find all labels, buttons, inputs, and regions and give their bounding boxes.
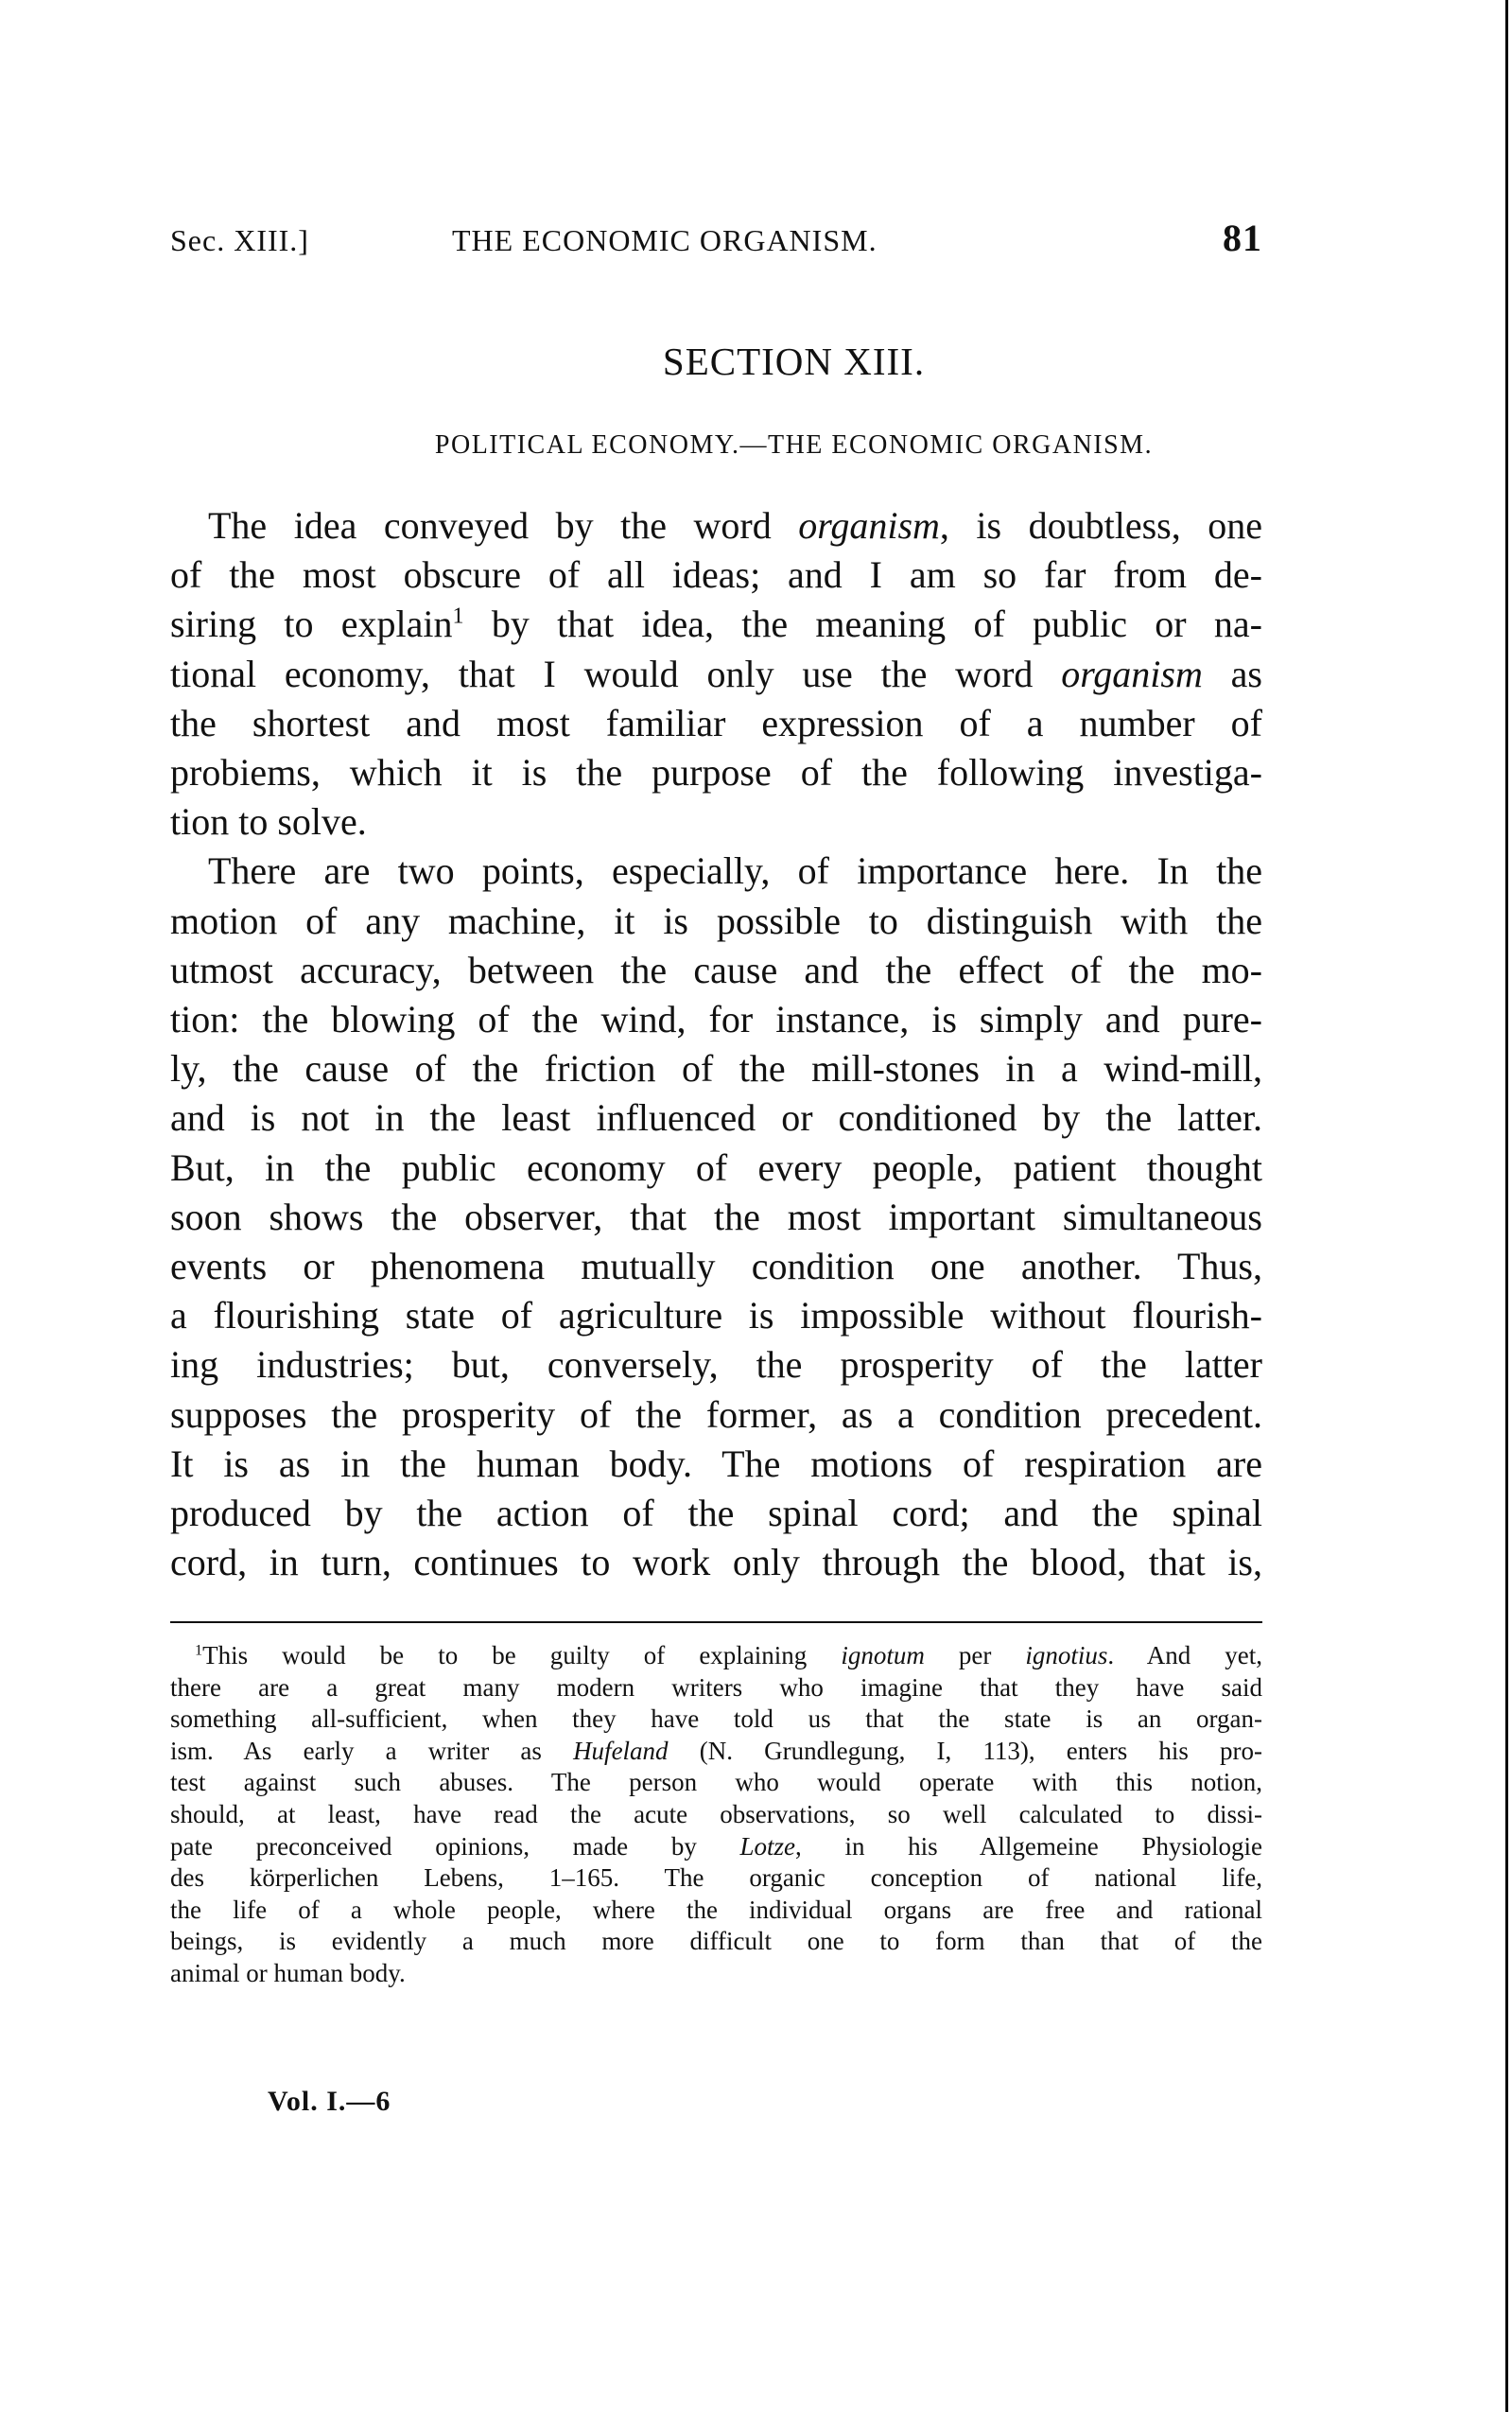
text-line: a flourishing state of agriculture is impossible without flourish-: [170, 1294, 1262, 1337]
text-line: The idea conveyed by the word organism, is doubtless, one: [208, 504, 1262, 547]
section-subtitle-text: POLITICAL ECONOMY.—THE ECONOMIC ORGANISM.: [434, 430, 1154, 460]
section-title: [0, 339, 1512, 384]
footnote: [170, 1640, 1262, 1990]
text-line: probiems, which it is the purpose of the following investiga-: [170, 751, 1262, 795]
text-line: tional economy, that I would only use the word organism as: [170, 652, 1262, 695]
signature-mark: Vol. I.—6: [268, 2086, 391, 2117]
footnote-line: pate preconceived opinions, made by Lotze, in his Allgemeine Physiologie: [170, 1831, 1262, 1861]
footnote-line: something all-sufficient, when they have told us that the state is an organ-: [170, 1704, 1262, 1734]
text-line: events or phenomena mutually condition one another. Thus,: [170, 1245, 1262, 1288]
text-line: and is not in the least influenced or conditioned by the latter.: [170, 1096, 1262, 1140]
italic-term: Lotze: [739, 1831, 796, 1861]
running-head-title: THE ECONOMIC ORGANISM.: [452, 223, 878, 257]
footnote-line: animal or human body.: [170, 1958, 406, 1987]
text-line: It is as in the human body. The motions of respiration are: [170, 1442, 1262, 1485]
text-line: supposes the prosperity of the former, as a condition precedent.: [170, 1392, 1262, 1436]
text-line: tion to solve.: [170, 800, 367, 844]
italic-term: Hufeland: [573, 1736, 669, 1765]
text-line: of the most obscure of all ideas; and I am so far from de-: [170, 553, 1262, 597]
page-number: 81: [1223, 217, 1262, 259]
text-line: But, in the public economy of every people, patient thought: [170, 1145, 1262, 1189]
italic-term: ignotius: [1025, 1641, 1108, 1669]
footnote-line: ism. As early a writer as Hufeland (N. Grundlegung, I, 113), enters his pro-: [170, 1736, 1262, 1765]
footnote-marker: 1: [452, 604, 464, 630]
running-head: [170, 216, 1262, 263]
italic-term: organism: [1061, 652, 1203, 695]
running-head-section: Sec. XIII.]: [170, 223, 309, 257]
body-text: [170, 501, 1262, 1587]
italic-term: ignotum: [841, 1641, 925, 1669]
italic-term: organism: [798, 504, 940, 547]
footnote-line: test against such abuses. The person who would operate with this notion,: [170, 1768, 1262, 1797]
text-line: motion of any machine, it is possible to distinguish with the: [170, 899, 1262, 942]
footnote-rule: [170, 1621, 1262, 1623]
footnote-line: beings, is evidently a much more difficult one to form than that of the: [170, 1927, 1262, 1956]
section-subtitle: [0, 430, 1512, 461]
text-line: utmost accuracy, between the cause and the effect of the mo-: [170, 948, 1262, 991]
text-line: produced by the action of the spinal cord; and the spinal: [170, 1492, 1262, 1535]
text-line: cord, in turn, continues to work only through the blood, that is,: [170, 1541, 1262, 1584]
text-line: soon shows the observer, that the most important simultaneous: [170, 1195, 1262, 1238]
footnote-line: there are a great many modern writers who imagine that they have said: [170, 1672, 1262, 1702]
footnote-line: $^1$This would be to be guilty of explaining ignotum per ignotius. And yet,: [195, 1641, 1262, 1669]
text-line: ly, the cause of the friction of the mill-stones in a wind-mill,: [170, 1047, 1262, 1091]
footnote-line: should, at least, have read the acute observations, so well calculated to dissi-: [170, 1799, 1262, 1828]
footnote-line: des körperlichen Lebens, 1–165. The organic conception of national life,: [170, 1863, 1262, 1893]
section-title-text: SECTION XIII.: [662, 340, 926, 383]
text-line: the shortest and most familiar expression of a number of: [170, 701, 1262, 744]
text-line: tion: the blowing of the wind, for instance, is simply and pure-: [170, 998, 1262, 1041]
footnote-line: the life of a whole people, where the individual organs are free and rational: [170, 1895, 1262, 1924]
paragraph: [170, 847, 1262, 1587]
text-line: ing industries; but, conversely, the prosperity of the latter: [170, 1343, 1262, 1387]
text-line: There are two points, especially, of importance here. In the: [208, 849, 1262, 893]
paragraph: [170, 501, 1262, 847]
footnote-marker: 1: [195, 1641, 203, 1659]
text-line: siring to explain$^1$ by that idea, the meaning of public or na-: [170, 603, 1262, 646]
